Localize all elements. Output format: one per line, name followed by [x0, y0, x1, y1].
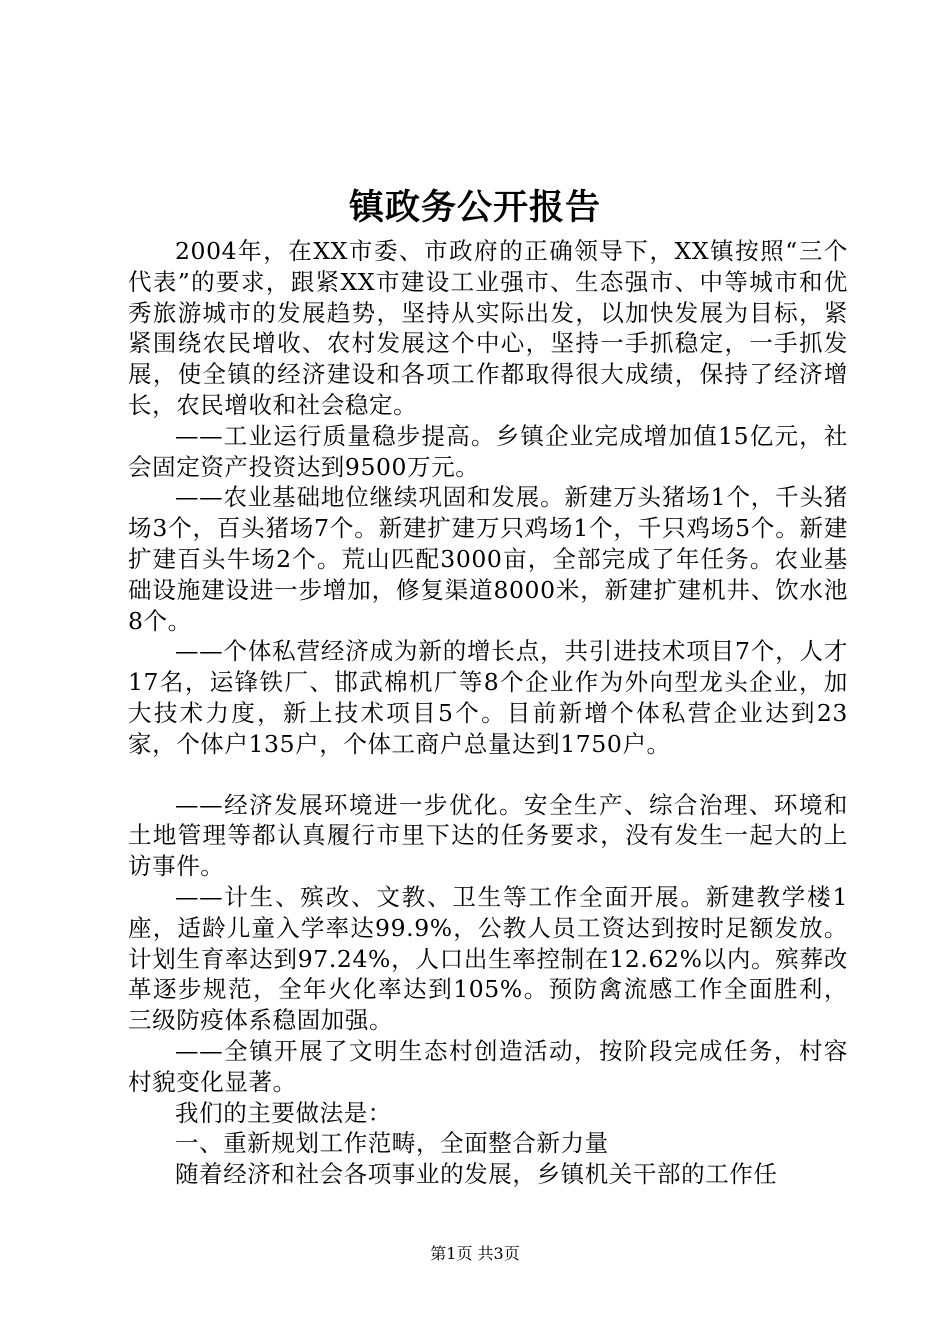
paragraph-civilized-village: ——全镇开展了文明生态村创造活动，按阶段完成任务，村容村貌变化显著。 — [128, 1036, 848, 1096]
paragraph-environment: ——经济发展环境进一步优化。安全生产、综合治理、环境和土地管理等都认真履行市里下达的任务要求，没有发生一起大的上访事件。 — [128, 790, 848, 881]
page-footer: 第1页 共3页 — [430, 1244, 520, 1263]
paragraph-industry: ——工业运行质量稳步提高。乡镇企业完成增加值15亿元，社会固定资产投资达到9500万元。 — [128, 421, 848, 481]
document-body — [128, 236, 848, 1190]
paragraph-intro: 2004年，在XX市委、市政府的正确领导下，XX镇按照“三个代表”的要求，跟紧XX市建设工业强市、生态强市、中等城市和优秀旅游城市的发展趋势，坚持从实际出发，以加快发展为目标，紧紧围绕农民增收、农村发展这个中心，坚持一手抓稳定，一手抓发展，使全镇的经济建设和各项工作都取得很大成绩，保持了经济增长，农民增收和社会稳定。 — [128, 237, 848, 419]
document-title: 镇政务公开报告 — [348, 187, 601, 228]
paragraph-agriculture: ——农业基础地位继续巩固和发展。新建万头猪场1个，千头猪场3个，百头猪场7个。新建扩建万只鸡场1个，千只鸡场5个。新建扩建百头牛场2个。荒山匹配3000亩，全部完成了年任务。农业基础设施建设进一步增加，修复渠道8000米，新建扩建机井、饮水池8个。 — [128, 483, 848, 635]
paragraph-private-economy: ——个体私营经济成为新的增长点，共引进技术项目7个，人才17名，运锋铁厂、邯武棉机厂等8个企业作为外向型龙头企业，加大技术力度，新上技术项目5个。目前新增个体私营企业达到23家，个体户135户，个体工商户总量达到1750户。 — [128, 637, 848, 758]
section-heading-1: 一、重新规划工作范畴，全面整合新力量 — [175, 1129, 609, 1158]
paragraph-methods-1: 随着经济和社会各项事业的发展，乡镇机关干部的工作任 — [175, 1160, 778, 1189]
paragraph-social-services: ——计生、殡改、文教、卫生等工作全面开展。新建教学楼1座，适龄儿童入学率达99.9%，公教人员工资达到按时足额发放。计划生育率达到97.24%，人口出生率控制在12.62%以内。殡葬改革逐步规范，全年火化率达到105%。预防禽流感工作全面胜利，三级防疫体系稳固加强。 — [128, 882, 848, 1035]
paragraph-methods-intro: 我们的主要做法是： — [175, 1098, 392, 1127]
